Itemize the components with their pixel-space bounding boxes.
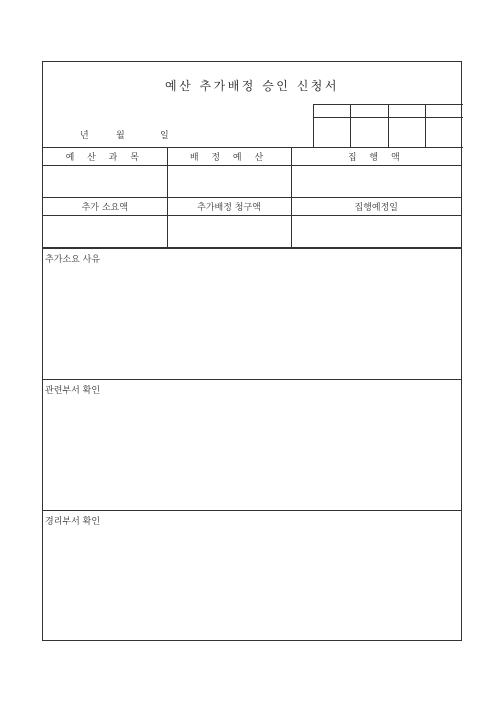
accounting-dept-section[interactable] xyxy=(43,510,461,640)
budget-table xyxy=(43,147,461,248)
budget-item-header: 예 산 과 목 xyxy=(43,148,167,166)
planned-date-field[interactable] xyxy=(291,216,461,248)
related-dept-section[interactable] xyxy=(43,379,461,510)
additional-required-header: 추가 소요액 xyxy=(43,198,167,216)
related-dept-label: 관련부서 확인 xyxy=(45,386,101,396)
allocated-budget-header: 배 정 예 산 xyxy=(167,148,291,166)
approval-sign-cell[interactable] xyxy=(351,118,388,148)
allocated-budget-field[interactable] xyxy=(167,166,291,198)
budget-item-field[interactable] xyxy=(43,166,167,198)
day-label: 일 xyxy=(160,131,169,141)
approval-sign-cell[interactable] xyxy=(388,118,425,148)
approval-header-cell xyxy=(388,105,425,118)
approval-sign-cell[interactable] xyxy=(426,118,463,148)
form-title: 예산 추가배정 승인 신청서 xyxy=(165,79,339,93)
approval-header-cell xyxy=(426,105,463,118)
year-label: 년 xyxy=(80,131,89,141)
accounting-dept-label: 경리부서 확인 xyxy=(45,517,101,527)
additional-request-header: 추가배정 청구액 xyxy=(167,198,291,216)
executed-amount-field[interactable] xyxy=(291,166,461,198)
month-label: 월 xyxy=(116,131,125,141)
approval-header-cell xyxy=(351,105,388,118)
additional-request-field[interactable] xyxy=(167,216,291,248)
executed-amount-header: 집 행 액 xyxy=(291,148,461,166)
approval-stamp-grid xyxy=(313,104,463,148)
reason-section[interactable] xyxy=(43,248,461,379)
additional-required-field[interactable] xyxy=(43,216,167,248)
approval-sign-cell[interactable] xyxy=(314,118,351,148)
approval-header-cell xyxy=(314,105,351,118)
reason-label: 추가소요 사유 xyxy=(45,255,101,265)
budget-request-form xyxy=(42,61,462,641)
planned-date-header: 집행예정일 xyxy=(291,198,461,216)
